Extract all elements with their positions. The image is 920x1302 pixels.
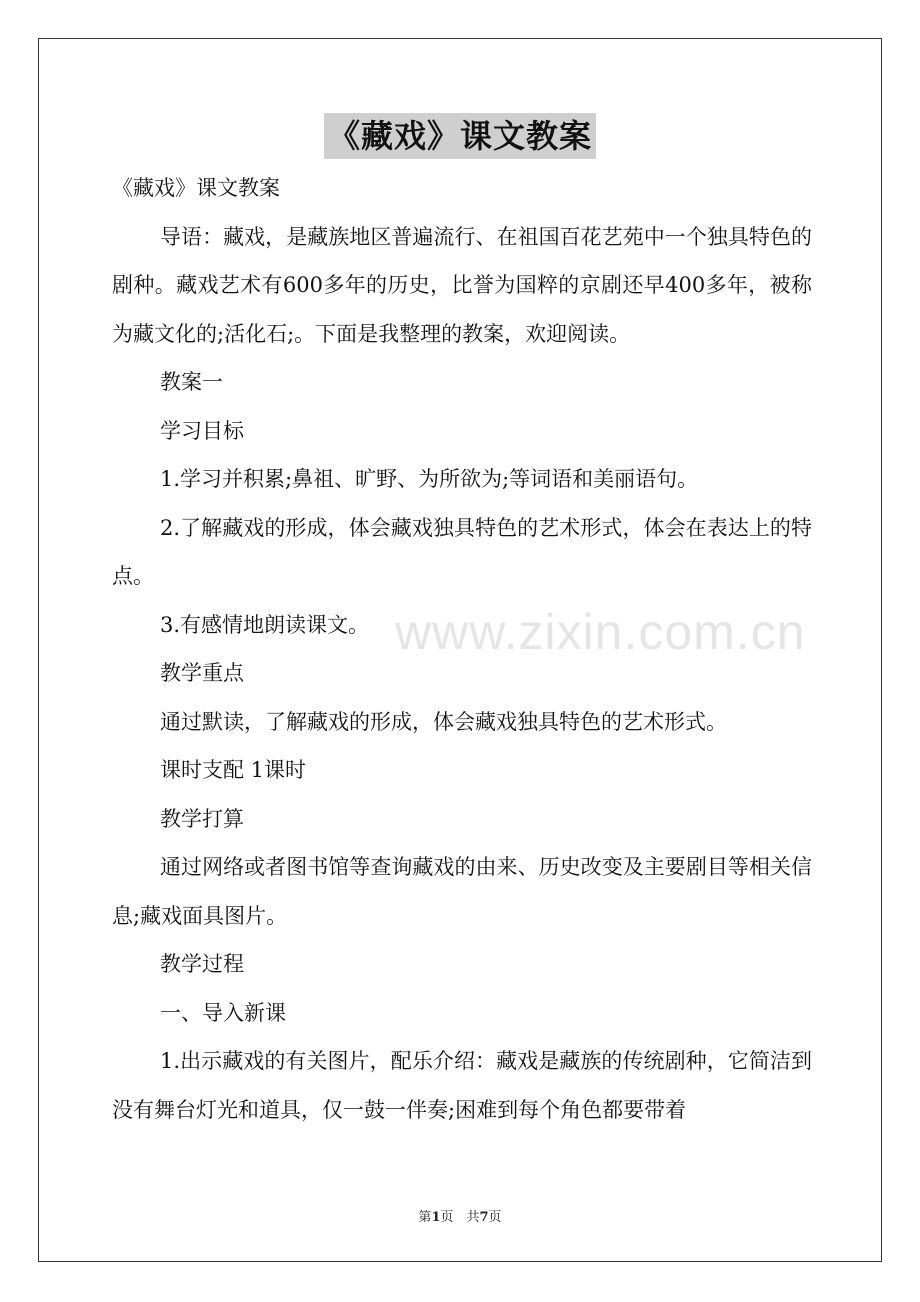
- paragraph-heading: 教学过程: [160, 952, 244, 976]
- paragraph-list-item: 1.学习并积累;鼻祖、旷野、为所欲为;等词语和美丽语句。: [160, 467, 699, 491]
- paragraph-list-item: 3.有感情地朗读课文。: [160, 612, 370, 637]
- title-wrap: [0, 113, 920, 159]
- paragraph-heading: 教学重点: [160, 661, 244, 685]
- footer-middle: 页 共: [440, 1210, 480, 1225]
- footer-page-number: 1: [431, 1210, 441, 1225]
- watermark: www.zixin.com.cn: [395, 604, 806, 660]
- footer-total-pages: 7: [479, 1210, 489, 1225]
- document-title: 《藏戏》课文教案: [324, 113, 596, 159]
- paragraph-list-item: 2.了解藏戏的形成，体会藏戏独具特色的艺术形式，体会在表达上的特点。: [112, 515, 812, 588]
- paragraph-subtitle: 《藏戏》课文教案: [112, 176, 280, 200]
- page-footer: [0, 1206, 920, 1225]
- paragraph-text: 通过默读，了解藏戏的形成，体会藏戏独具特色的艺术形式。: [160, 709, 727, 734]
- paragraph-heading: 教学打算: [160, 806, 244, 831]
- footer-prefix: 第: [418, 1210, 432, 1225]
- paragraph-text: 课时支配 1课时: [160, 758, 307, 782]
- paragraph-text: 1.出示藏戏的有关图片，配乐介绍：藏戏是藏族的传统剧种，它简洁到没有舞台灯光和道具，仅一鼓一伴奏;困难到每个角色都要带着: [112, 1049, 812, 1122]
- footer-suffix: 页: [488, 1210, 502, 1225]
- paragraph-heading: 教案一: [160, 370, 223, 394]
- paragraph-heading: 学习目标: [160, 418, 244, 443]
- paragraph-intro: 导语：藏戏，是藏族地区普遍流行、在祖国百花艺苑中一个独具特色的剧种。藏戏艺术有600多年的历史，比誉为国粹的京剧还早400多年，被称为藏文化的;活化石;。下面是我整理的教案，欢迎阅读。: [112, 224, 812, 346]
- paragraph-heading: 一、导入新课: [160, 1000, 286, 1025]
- paragraph-text: 通过网络或者图书馆等查询藏戏的由来、历史改变及主要剧目等相关信息;藏戏面具图片。: [112, 855, 812, 928]
